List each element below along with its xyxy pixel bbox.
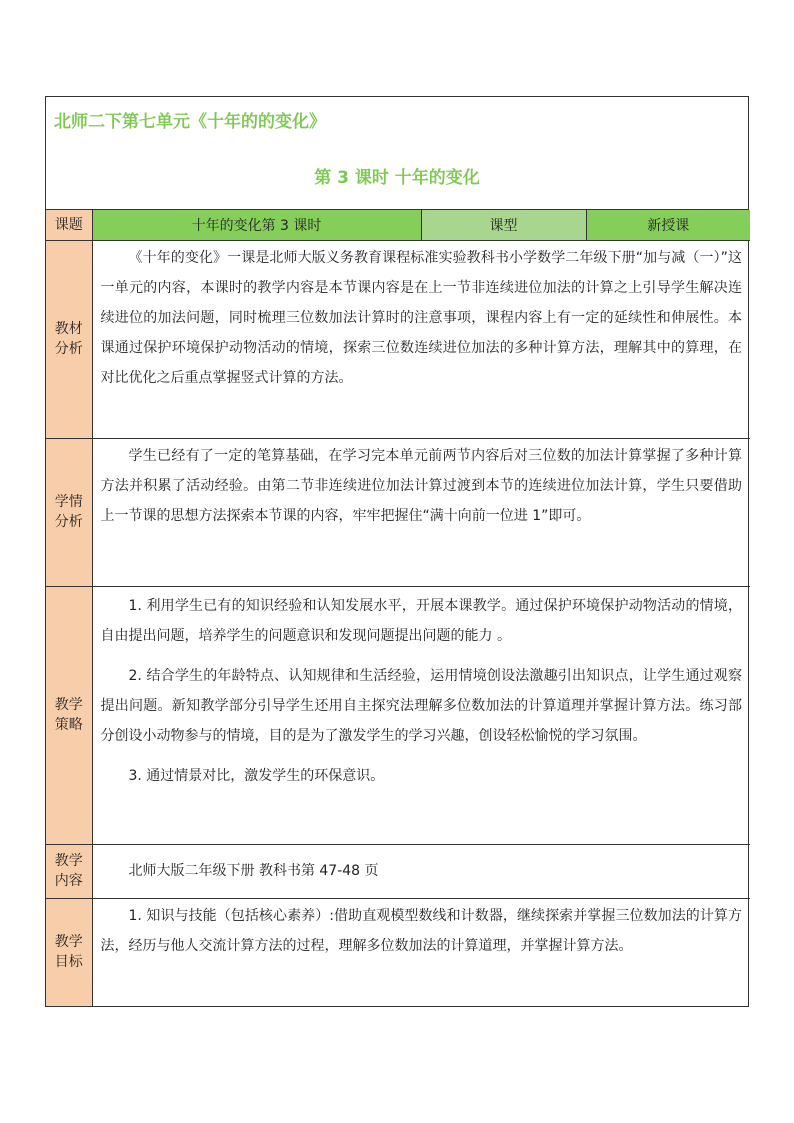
strategy-item: 2. 结合学生的年龄特点、认知规律和生活经验，运用情境创设法激趣引出知识点，让学生通过观察提出问题。新知教学部分引导学生还用自主探究法理解多位数加法的计算道理并掌握计算方法。练习部分创设小动物参与的情境，目的是为了激发学生的学习兴趣，创设轻松愉悦的学习氛围。: [100, 667, 742, 744]
lesson-table: [46, 210, 750, 1006]
strategy-item: 1. 利用学生已有的知识经验和认知发展水平，开展本课教学。通过保护环境保护动物活动的情境，自由提出问题，培养学生的问题意识和发现问题提出问题的能力 。: [100, 597, 742, 644]
textbook-row: [46, 240, 750, 438]
goals-content: [92, 898, 750, 1006]
goals-label-text: 教学目标: [54, 934, 83, 971]
document-header: [46, 97, 748, 210]
textbook-content: [92, 240, 750, 438]
goals-label: [46, 898, 92, 1006]
lesson-title: 第 3 课时 十年的变化: [314, 168, 480, 188]
goals-row: [46, 898, 750, 1006]
textbook-text: 《十年的变化》一课是北师大版义务教育课程标准实验教科书小学数学二年级下册“加与减（一）”这一单元的内容，本课时的教学内容是本节课内容是在上一节非连续进位加法的计算之上引导学生解决连续进位的加法问题，同时梳理三位数加法计算时的注意事项，课程内容上有一定的延续性和伸展性。本课通过保护环境保护动物活动的情境，探索三位数连续进位加法的多种计算方法，理解其中的算理，在对比优化之后重点掌握竖式计算的方法。: [100, 249, 742, 386]
topic-row: [46, 210, 750, 240]
strategy-label-text: 教学策略: [54, 697, 83, 733]
content-label-text: 教学内容: [54, 853, 83, 889]
students-text: 学生已经有了一定的笔算基础，在学习完本单元前两节内容后对三位数的加法计算掌握了多种计算方法并积累了活动经验。由第二节非连续进位加法计算过渡到本节的连续进位加法计算，学生只要借助上一节课的思想方法探索本节课的内容，牢牢把握住“满十向前一位进 1”即可。: [100, 447, 742, 524]
content-label: [46, 844, 92, 898]
textbook-label: [46, 240, 92, 438]
students-content: [92, 438, 750, 586]
students-row: [46, 438, 750, 586]
strategy-label: [46, 586, 92, 844]
students-label: [46, 438, 92, 586]
strategy-content: [92, 586, 750, 844]
lesson-plan-document: [45, 96, 749, 1007]
type-label: 课型: [421, 210, 586, 240]
type-value: 新授课: [586, 210, 750, 240]
textbook-label-text: 教材分析: [54, 321, 83, 357]
unit-title: 北师二下第七单元《十年的的变化》: [54, 112, 326, 132]
strategy-item: 3. 通过情景对比，激发学生的环保意识。: [128, 767, 385, 784]
topic-label: 课题: [46, 210, 92, 240]
students-label-text: 学情分析: [54, 494, 83, 530]
goals-text: 1. 知识与技能（包括核心素养）:借助直观模型数线和计数器，继续探索并掌握三位数加法的计算方法，经历与他人交流计算方法的过程，理解多位数加法的计算道理，并掌握计算方法。: [100, 907, 742, 954]
content-content: [92, 844, 750, 898]
strategy-row: [46, 586, 750, 844]
content-row: [46, 844, 750, 898]
content-text: 北师大版二年级下册 教科书第 47-48 页: [128, 863, 379, 879]
topic-value: 十年的变化第 3 课时: [92, 210, 421, 240]
